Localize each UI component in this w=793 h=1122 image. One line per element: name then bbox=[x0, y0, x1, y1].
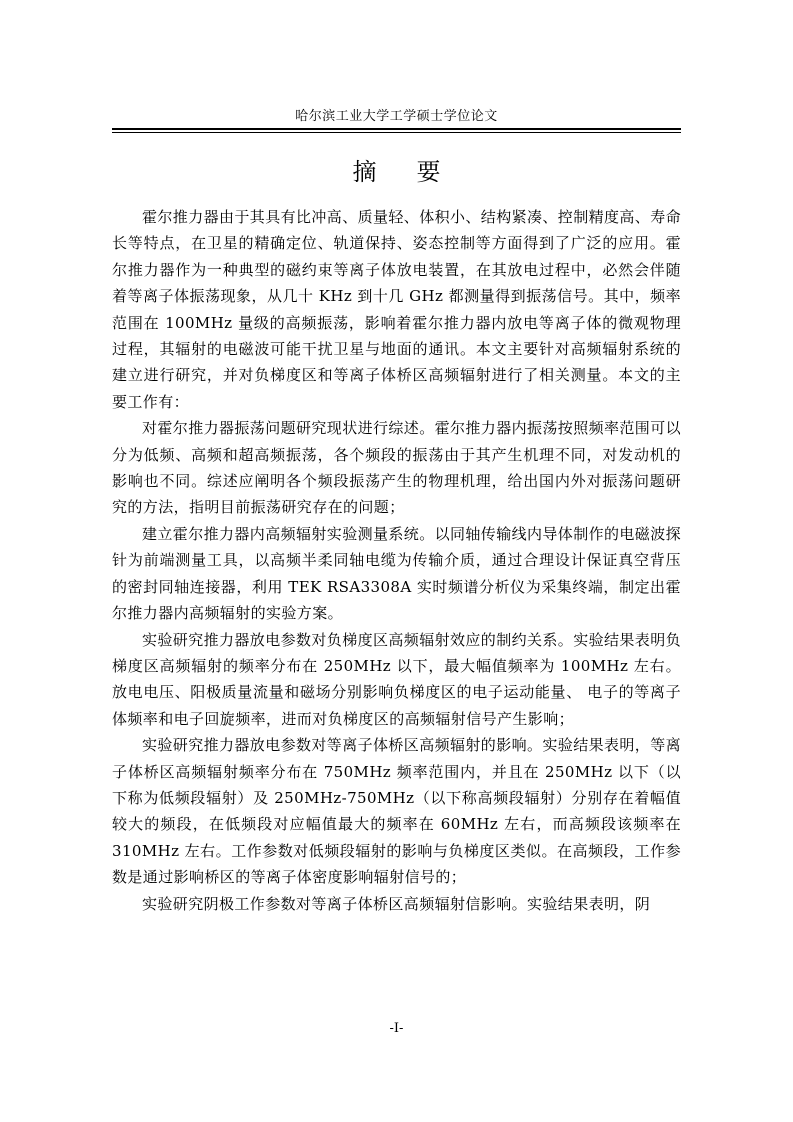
abstract-body bbox=[112, 204, 681, 917]
paragraph-negative-gradient: 实验研究推力器放电参数对负梯度区高频辐射效应的制约关系。实验结果表明负梯度区高频辐射的频率分布在 250MHz 以下，最大幅值频率为 100MHz 左右。放电电压、阳极质量流量和磁场分别影响负梯度区的电子运动能量、 电子的等离子体频率和电子回旋频率，进而对负梯度区的高频辐射信号产生影响； bbox=[112, 630, 682, 728]
paragraph-review: 对霍尔推力器振荡问题研究现状进行综述。霍尔推力器内振荡按照频率范围可以分为低频、高频和超高频振荡，各个频段的振荡由于其产生机理不同，对发动机的影响也不同。综述应阐明各个频段振荡产生的物理机理，给出国内外对振荡问题研究的方法，指明目前振荡研究存在的问题； bbox=[112, 419, 682, 517]
header-rule-thin bbox=[112, 132, 681, 133]
paragraph-plasma-bridge: 实验研究推力器放电参数对等离子体桥区高频辐射的影响。实验结果表明，等离子体桥区高频辐射频率分布在 750MHz 频率范围内，并且在 250MHz 以下（以下称为低频段辐射）及 250MHz-750MHz（以下称高频段辐射）分别存在着幅值较大的频段，在低频段对应幅值最大的频率在 60MHz 左右，而高频段该频率在 310MHz 左右。工作参数对低频段辐射的影响与负梯度区类似。在高频段，工作参数是通过影响桥区的等离子体密度影响辐射信号的； bbox=[112, 736, 682, 887]
page-number: -I- bbox=[389, 1021, 404, 1036]
paragraph-intro: 霍尔推力器由于其具有比冲高、质量轻、体积小、结构紧凑、控制精度高、寿命长等特点，在卫星的精确定位、轨道保持、姿态控制等方面得到了广泛的应用。霍尔推力器作为一种典型的磁约束等离子体放电装置，在其放电过程中，必然会伴随着等离子体振荡现象，从几十 KHz 到十几 GHz 都测量得到振荡信号。其中，频率范围在 100MHz 量级的高频振荡，影响着霍尔推力器内放电等离子体的微观物理过程，其辐射的电磁波可能干扰卫星与地面的通讯。本文主要针对高频辐射系统的建立进行研究，并对负梯度区和等离子体桥区高频辐射进行了相关测量。本文的主要工作有： bbox=[112, 208, 682, 411]
header-rule-thick bbox=[112, 128, 681, 130]
abstract-title: 摘要 bbox=[352, 158, 481, 186]
paragraph-measurement-system: 建立霍尔推力器内高频辐射实验测量系统。以同轴传输线内导体制作的电磁波探针为前端测量工具，以高频半柔同轴电缆为传输介质，通过合理设计保证真空背压的密封同轴连接器，利用 TEK RSA3308A 实时频谱分析仪为采集终端，制定出霍尔推力器内高频辐射的实验方案。 bbox=[112, 524, 682, 623]
paragraph-cathode: 实验研究阴极工作参数对等离子体桥区高频辐射信影响。实验结果表明，阴 bbox=[142, 894, 651, 913]
running-header: 哈尔滨工业大学工学硕士学位论文 bbox=[295, 109, 498, 124]
